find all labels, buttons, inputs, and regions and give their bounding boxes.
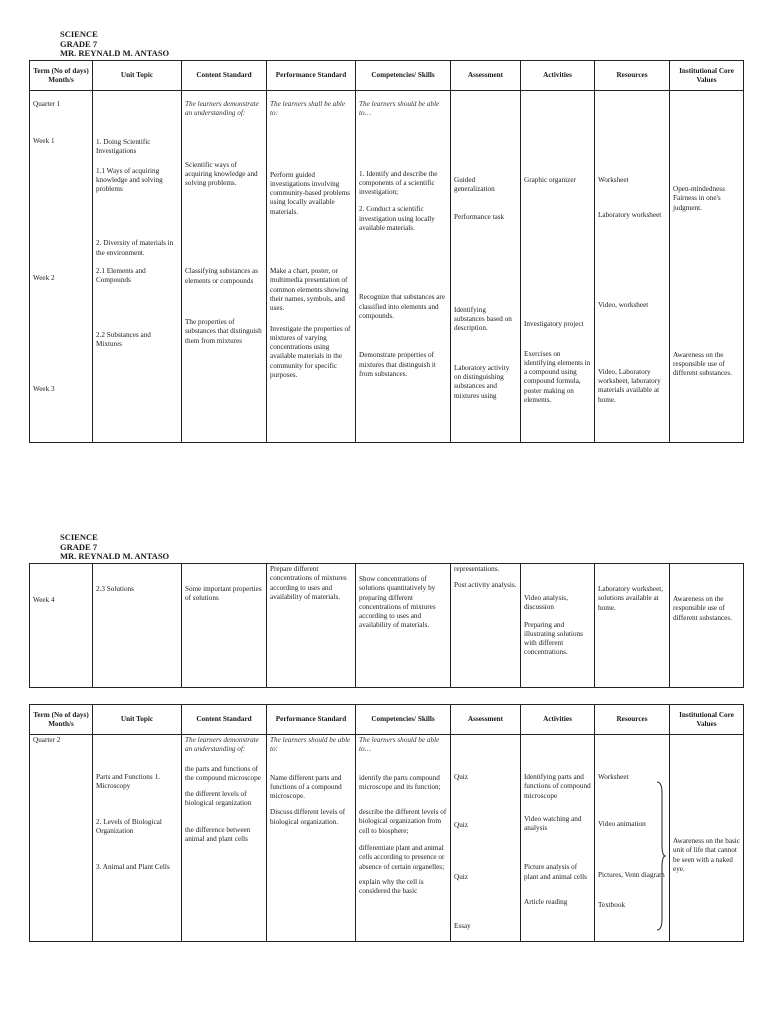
assessment-text: Performance task	[454, 212, 505, 221]
subject-label: SCIENCE	[60, 29, 98, 39]
topic-text: 2. Diversity of materials in the environment.	[96, 239, 174, 257]
topic-text: 1. Doing Scientific Investigations	[96, 138, 151, 156]
resource-text: Video animation	[598, 820, 646, 829]
assessment-text: Post activity analysis.	[454, 581, 517, 590]
activities-cell	[521, 735, 595, 942]
week-label: Week 3	[33, 384, 55, 393]
performance-text: Perform guided investigations involving community-based problems using locally available materials.	[270, 170, 351, 216]
content-intro: The learners demonstrate an understanding of:	[185, 736, 259, 754]
activity-text: Video analysis, discussion	[524, 594, 568, 612]
term-cell	[30, 91, 93, 443]
activity-text: Preparing and illustrating solutions with different concentrations.	[524, 620, 583, 657]
curriculum-table-q2	[29, 704, 744, 942]
activity-text: Video watching and analysis	[524, 814, 582, 833]
content-text: Classifying substances as elements or compounds	[185, 267, 259, 285]
performance-text: Make a chart, poster, or multimedia presentation of common elements showing their names, symbols, and uses.	[270, 267, 349, 313]
col-content-standard: Content Standard	[182, 61, 267, 91]
competency-text: differentiate plant and animal cells according to presence or absence of certain organelles;	[359, 844, 445, 871]
table-header-row	[30, 705, 744, 735]
resource-text: Laboratory worksheet, solutions available at home.	[598, 585, 664, 612]
table-body-row	[30, 91, 744, 443]
activity-text: Identifying parts and functions of compound microscope	[524, 773, 591, 800]
content-standard-cell	[182, 735, 267, 942]
teacher-label: MR. REYNALD M. ANTASO	[60, 551, 170, 561]
content-standard-cell	[182, 91, 267, 443]
competency-text: identify the parts compound microscope and its function;	[359, 773, 441, 791]
values-text: Awareness on the responsible use of different substances.	[673, 595, 732, 622]
week-label: Week 1	[33, 137, 55, 146]
assessment-text: representations.	[454, 565, 500, 573]
assessment-text: Essay	[454, 921, 471, 930]
values-text: Open-mindedness Fairness in one's judgment.	[673, 185, 725, 212]
week-label: Week 2	[33, 273, 55, 282]
competency-text: Demonstrate properties of mixtures that distinguish it from substances.	[359, 351, 436, 378]
table-row-week4	[30, 564, 744, 688]
core-values-cell	[670, 91, 744, 443]
activities-cell	[521, 91, 595, 443]
competencies-cell	[356, 735, 451, 942]
topic-text: Parts and Functions 1. Microscopy	[96, 773, 160, 791]
resource-text: Pictures, Venn diagram	[598, 870, 665, 879]
assessment-text: Identifying substances based on description.	[454, 305, 512, 333]
content-text: Scientific ways of acquiring knowledge and solving problems.	[185, 160, 258, 188]
resource-text: Video, Laboratory worksheet, laboratory materials available at home.	[598, 367, 661, 404]
performance-standard-cell	[267, 91, 356, 443]
competency-text: 1. Identify and describe the components of a scientific investigation;	[359, 169, 438, 197]
resource-text: Worksheet	[598, 176, 629, 184]
grade-label: GRADE 7	[60, 38, 98, 49]
col-resources: Resources	[595, 705, 670, 735]
table-body-row	[30, 735, 744, 942]
page1-header	[60, 30, 169, 59]
col-activities: Activities	[521, 61, 595, 91]
content-text: the different levels of biological organization	[185, 790, 252, 808]
week-label: Week 4	[33, 596, 55, 604]
assessment-cell	[451, 735, 521, 942]
col-term: Term (No of days) Month/s	[30, 61, 93, 91]
performance-standard-cell	[267, 564, 356, 688]
col-performance-standard: Performance Standard	[267, 705, 356, 735]
col-content-standard: Content Standard	[182, 705, 267, 735]
term-cell	[30, 564, 93, 688]
col-resources: Resources	[595, 61, 670, 91]
col-activities: Activities	[521, 705, 595, 735]
values-text: Awareness on the basic unit of life that cannot be seen with a naked eye.	[673, 837, 740, 873]
performance-text: Name different parts and functions of a compound microscope.	[270, 773, 342, 801]
col-competencies: Competencies/ Skills	[356, 705, 451, 735]
assessment-text: Laboratory activity on distinguishing substances and mixtures using	[454, 363, 510, 400]
col-assessment: Assessment	[451, 705, 521, 735]
curriculum-table-continued	[29, 563, 744, 688]
page2-header	[60, 533, 169, 562]
assessment-text: Quiz	[454, 872, 468, 881]
resources-cell	[595, 91, 670, 443]
core-values-cell	[670, 735, 744, 942]
assessment-cell	[451, 91, 521, 443]
topic-text: 2.1 Elements and Compounds	[96, 267, 146, 285]
performance-intro: The learners shall be able to:	[270, 100, 346, 118]
content-text: the difference between animal and plant cells	[185, 825, 251, 844]
competencies-cell	[356, 564, 451, 688]
core-values-cell	[670, 564, 744, 688]
activity-text: Graphic organizer	[524, 176, 576, 184]
activities-cell	[521, 564, 595, 688]
topic-text: 3. Animal and Plant Cells	[96, 863, 170, 872]
topic-text: 2.2 Substances and Mixtures	[96, 330, 151, 348]
assessment-cell	[451, 564, 521, 688]
content-text: Some important properties of solutions	[185, 585, 262, 603]
curly-brace-icon	[656, 781, 666, 931]
col-core-values: Institutional Core Values	[670, 61, 744, 91]
competency-text: Show concentrations of solutions quantitatively by preparing different concentrations of mixtures according to uses and availability of materials.	[359, 575, 436, 630]
activity-text: Exercises on identifying elements in a compound using compound formula, poster making on elements.	[524, 349, 591, 405]
col-term: Term (No of days) Month/s	[30, 705, 93, 735]
assessment-text: Quiz	[454, 773, 468, 781]
col-competencies: Competencies/ Skills	[356, 61, 451, 91]
competency-intro: The learners should be able to…	[359, 100, 440, 118]
curriculum-table-q1	[29, 60, 744, 443]
quarter-label: Quarter 1	[33, 100, 61, 108]
content-intro: The learners demonstrate an understanding of:	[185, 100, 259, 118]
col-assessment: Assessment	[451, 61, 521, 91]
topic-text: 2.3 Solutions	[96, 585, 134, 593]
content-text: the parts and functions of the compound microscope	[185, 764, 261, 782]
assessment-text: Quiz	[454, 821, 468, 830]
unit-topic-cell	[93, 91, 182, 443]
competency-text: Recognize that substances are classified into elements and compounds.	[359, 293, 446, 320]
competencies-cell	[356, 91, 451, 443]
resource-text: Worksheet	[598, 773, 629, 781]
table-header-row	[30, 61, 744, 91]
teacher-label: MR. REYNALD M. ANTASO	[60, 48, 170, 58]
assessment-text: Guided generalization	[454, 176, 495, 194]
resources-cell	[595, 564, 670, 688]
unit-topic-cell	[93, 735, 182, 942]
performance-standard-cell	[267, 735, 356, 942]
resource-text: Laboratory worksheet	[598, 211, 662, 220]
col-core-values: Institutional Core Values	[670, 705, 744, 735]
content-standard-cell	[182, 564, 267, 688]
resource-text: Video, worksheet	[598, 300, 649, 309]
unit-topic-cell	[93, 564, 182, 688]
col-unit-topic: Unit Topic	[93, 61, 182, 91]
competency-text: describe the different levels of biological organization from cell to biosphere;	[359, 808, 447, 835]
topic-text: 2. Levels of Biological Organization	[96, 817, 162, 835]
activity-text: Investigatory project	[524, 320, 584, 329]
col-performance-standard: Performance Standard	[267, 61, 356, 91]
competency-intro: The learners should be able to…	[359, 736, 440, 754]
topic-text: 1.1 Ways of acquiring knowledge and solving problems	[96, 166, 163, 194]
term-cell	[30, 735, 93, 942]
performance-text: Discuss different levels of biological organization.	[270, 808, 346, 826]
competency-text: 2. Conduct a scientific investigation using locally available materials.	[359, 205, 435, 233]
subject-label: SCIENCE	[60, 532, 98, 542]
activity-text: Picture analysis of plant and animal cells	[524, 863, 587, 881]
performance-intro: The learners should be able to:	[270, 736, 351, 754]
activity-text: Article reading	[524, 898, 568, 907]
quarter-label: Quarter 2	[33, 736, 61, 744]
content-text: The properties of substances that distinguish them from mixtures	[185, 318, 262, 345]
values-text: Awareness on the responsible use of different substances.	[673, 350, 732, 378]
grade-label: GRADE 7	[60, 541, 98, 552]
performance-text: Prepare different concentrations of mixtures according to uses and availability of materials.	[270, 565, 347, 601]
col-unit-topic: Unit Topic	[93, 705, 182, 735]
performance-text: Investigate the properties of mixtures of varying concentrations using available materials in the community for specific purposes.	[270, 324, 351, 380]
competency-text: explain why the cell is considered the basic	[359, 877, 424, 896]
resource-text: Textbook	[598, 900, 626, 909]
